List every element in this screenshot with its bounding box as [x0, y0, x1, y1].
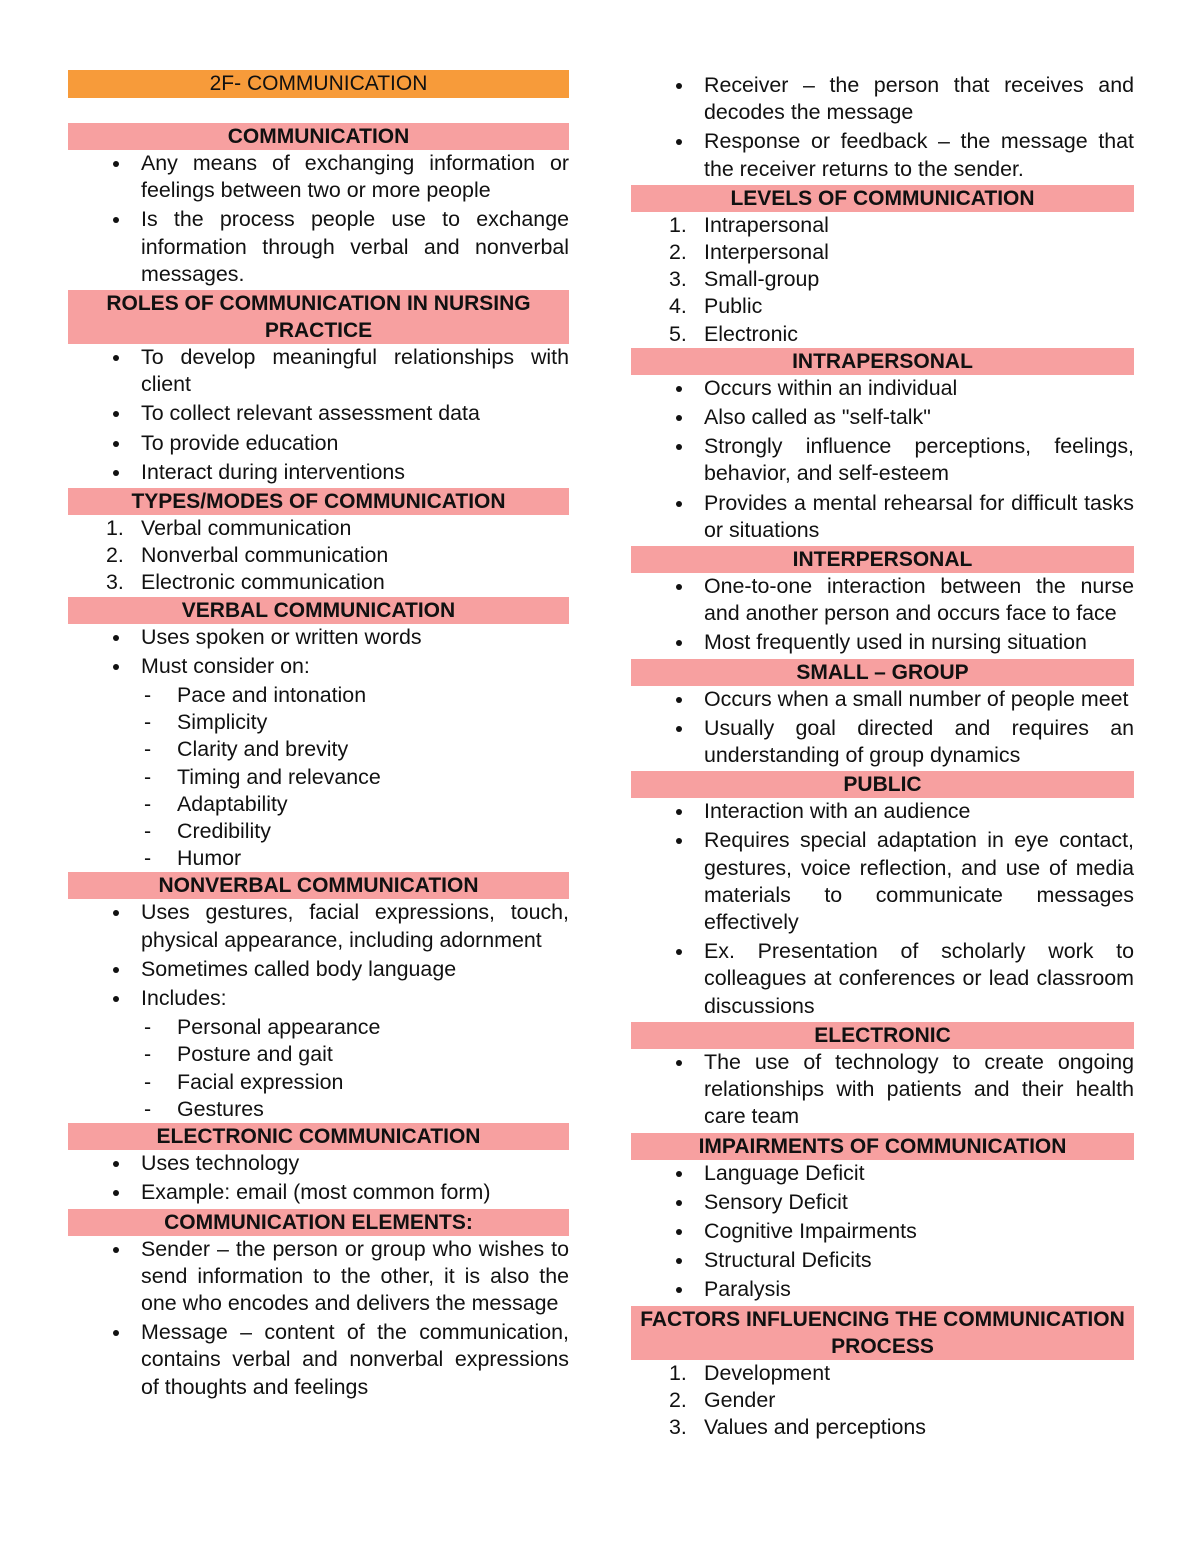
list-item: Ex. Presentation of scholarly work to colleagues at conferences or lead classroom discussions — [631, 938, 1134, 1022]
list-item: 2. Gender — [669, 1387, 776, 1412]
list-item: To provide education — [68, 430, 569, 459]
sub-list-item: - Timing and relevance — [144, 764, 381, 789]
list-item: Any means of exchanging information or feelings between two or more people — [68, 150, 569, 206]
list-item: Strongly influence perceptions, feelings, behavior, and self-esteem — [631, 433, 1134, 489]
list-item: 2. Nonverbal communication — [106, 543, 389, 568]
impairments-list — [631, 1160, 1134, 1306]
list-item: To collect relevant assessment data — [68, 400, 569, 429]
list-item: 3. Values and perceptions — [669, 1414, 926, 1439]
list-item: Structural Deficits — [631, 1247, 1134, 1276]
list-item: Most frequently used in nursing situation — [631, 629, 1134, 658]
electronic-list — [631, 1049, 1134, 1133]
list-item: Sometimes called body language — [68, 956, 569, 985]
list-item: Is the process people use to exchange information through verbal and nonverbal messages. — [68, 206, 569, 290]
section-header-factors: FACTORS INFLUENCING THE COMMUNICATION PROCESS — [631, 1306, 1134, 1360]
list-item: 3. Small-group — [669, 267, 820, 292]
sub-list-item: - Personal appearance — [144, 1015, 381, 1040]
section-header-communication: COMMUNICATION — [68, 123, 569, 150]
list-item: Receiver – the person that receives and decodes the message — [631, 72, 1134, 128]
sub-list-item: - Facial expression — [144, 1069, 344, 1094]
list-item: Requires special adaptation in eye contact, gestures, voice reflection, and use of media materials to communicate messages effectively — [631, 827, 1134, 938]
list-item: Sensory Deficit — [631, 1189, 1134, 1218]
section-header-levels: LEVELS OF COMMUNICATION — [631, 185, 1134, 212]
list-item: Includes: — [68, 985, 569, 1014]
levels-list — [631, 212, 1134, 348]
list-item: One-to-one interaction between the nurse and another person and occurs face to face — [631, 573, 1134, 629]
list-item: Example: email (most common form) — [68, 1179, 569, 1208]
communication-list — [68, 150, 569, 290]
small-group-list — [631, 686, 1134, 772]
list-item: Provides a mental rehearsal for difficult tasks or situations — [631, 490, 1134, 546]
sub-list-item: - Credibility — [144, 819, 271, 844]
list-item: 1. Intrapersonal — [669, 212, 829, 237]
section-header-electronic-communication: ELECTRONIC COMMUNICATION — [68, 1123, 569, 1150]
list-item: Paralysis — [631, 1276, 1134, 1305]
electronic-communication-list — [68, 1150, 569, 1208]
section-header-intrapersonal: INTRAPERSONAL — [631, 348, 1134, 375]
section-header-roles: ROLES OF COMMUNICATION IN NURSING PRACTICE — [68, 290, 569, 344]
section-header-nonverbal: NONVERBAL COMMUNICATION — [68, 872, 569, 899]
left-column — [68, 70, 569, 1403]
sub-list-item: - Pace and intonation — [144, 683, 367, 708]
sub-list-item: - Posture and gait — [144, 1042, 333, 1067]
section-header-interpersonal: INTERPERSONAL — [631, 546, 1134, 573]
sub-list-item: - Adaptability — [144, 791, 288, 816]
elements-continued-list — [631, 72, 1134, 185]
section-header-verbal: VERBAL COMMUNICATION — [68, 597, 569, 624]
verbal-list — [68, 624, 569, 873]
list-item: Sender – the person or group who wishes to send information to the other, it is also the one who encodes and delivers the message — [68, 1236, 569, 1320]
nonverbal-list — [68, 899, 569, 1123]
list-item: 5. Electronic — [669, 321, 798, 346]
list-item: Also called as "self-talk" — [631, 404, 1134, 433]
list-item: Uses gestures, facial expressions, touch, physical appearance, including adornment — [68, 899, 569, 955]
list-item: Message – content of the communication, contains verbal and nonverbal expressions of thoughts and feelings — [68, 1319, 569, 1403]
interpersonal-list — [631, 573, 1134, 659]
section-header-elements: COMMUNICATION ELEMENTS: — [68, 1209, 569, 1236]
list-item: The use of technology to create ongoing relationships with patients and their health care team — [631, 1049, 1134, 1133]
list-item: Occurs within an individual — [631, 375, 1134, 404]
public-list — [631, 798, 1134, 1022]
factors-list — [631, 1360, 1134, 1442]
list-item: 3. Electronic communication — [106, 570, 385, 595]
list-item: Uses spoken or written words — [68, 624, 569, 653]
right-column — [631, 72, 1134, 1441]
list-item: Interact during interventions — [68, 459, 569, 488]
intrapersonal-list — [631, 375, 1134, 546]
section-header-types: TYPES/MODES OF COMMUNICATION — [68, 488, 569, 515]
list-item: Must consider on: — [68, 653, 569, 682]
list-item: Cognitive Impairments — [631, 1218, 1134, 1247]
elements-list — [68, 1236, 569, 1403]
list-item: Usually goal directed and requires an understanding of group dynamics — [631, 715, 1134, 771]
sub-list-item: - Humor — [144, 846, 242, 871]
roles-list — [68, 344, 569, 488]
list-item: Language Deficit — [631, 1160, 1134, 1189]
list-item: Interaction with an audience — [631, 798, 1134, 827]
sub-list-item: - Simplicity — [144, 710, 268, 735]
sub-list-item: - Clarity and brevity — [144, 737, 349, 762]
list-item: 1. Verbal communication — [106, 516, 352, 541]
list-item: 2. Interpersonal — [669, 240, 829, 265]
section-header-impairments: IMPAIRMENTS OF COMMUNICATION — [631, 1133, 1134, 1160]
types-list — [68, 515, 569, 597]
section-header-public: PUBLIC — [631, 771, 1134, 798]
list-item: Uses technology — [68, 1150, 569, 1179]
list-item: Occurs when a small number of people meet — [631, 686, 1134, 715]
section-header-small-group: SMALL – GROUP — [631, 659, 1134, 686]
section-header-electronic: ELECTRONIC — [631, 1022, 1134, 1049]
list-item: Response or feedback – the message that the receiver returns to the sender. — [631, 128, 1134, 184]
list-item: 1. Development — [669, 1360, 831, 1385]
list-item: 4. Public — [669, 294, 763, 319]
list-item: To develop meaningful relationships with client — [68, 344, 569, 400]
sub-list-item: - Gestures — [144, 1096, 264, 1121]
page-title: 2F- COMMUNICATION — [68, 70, 569, 98]
